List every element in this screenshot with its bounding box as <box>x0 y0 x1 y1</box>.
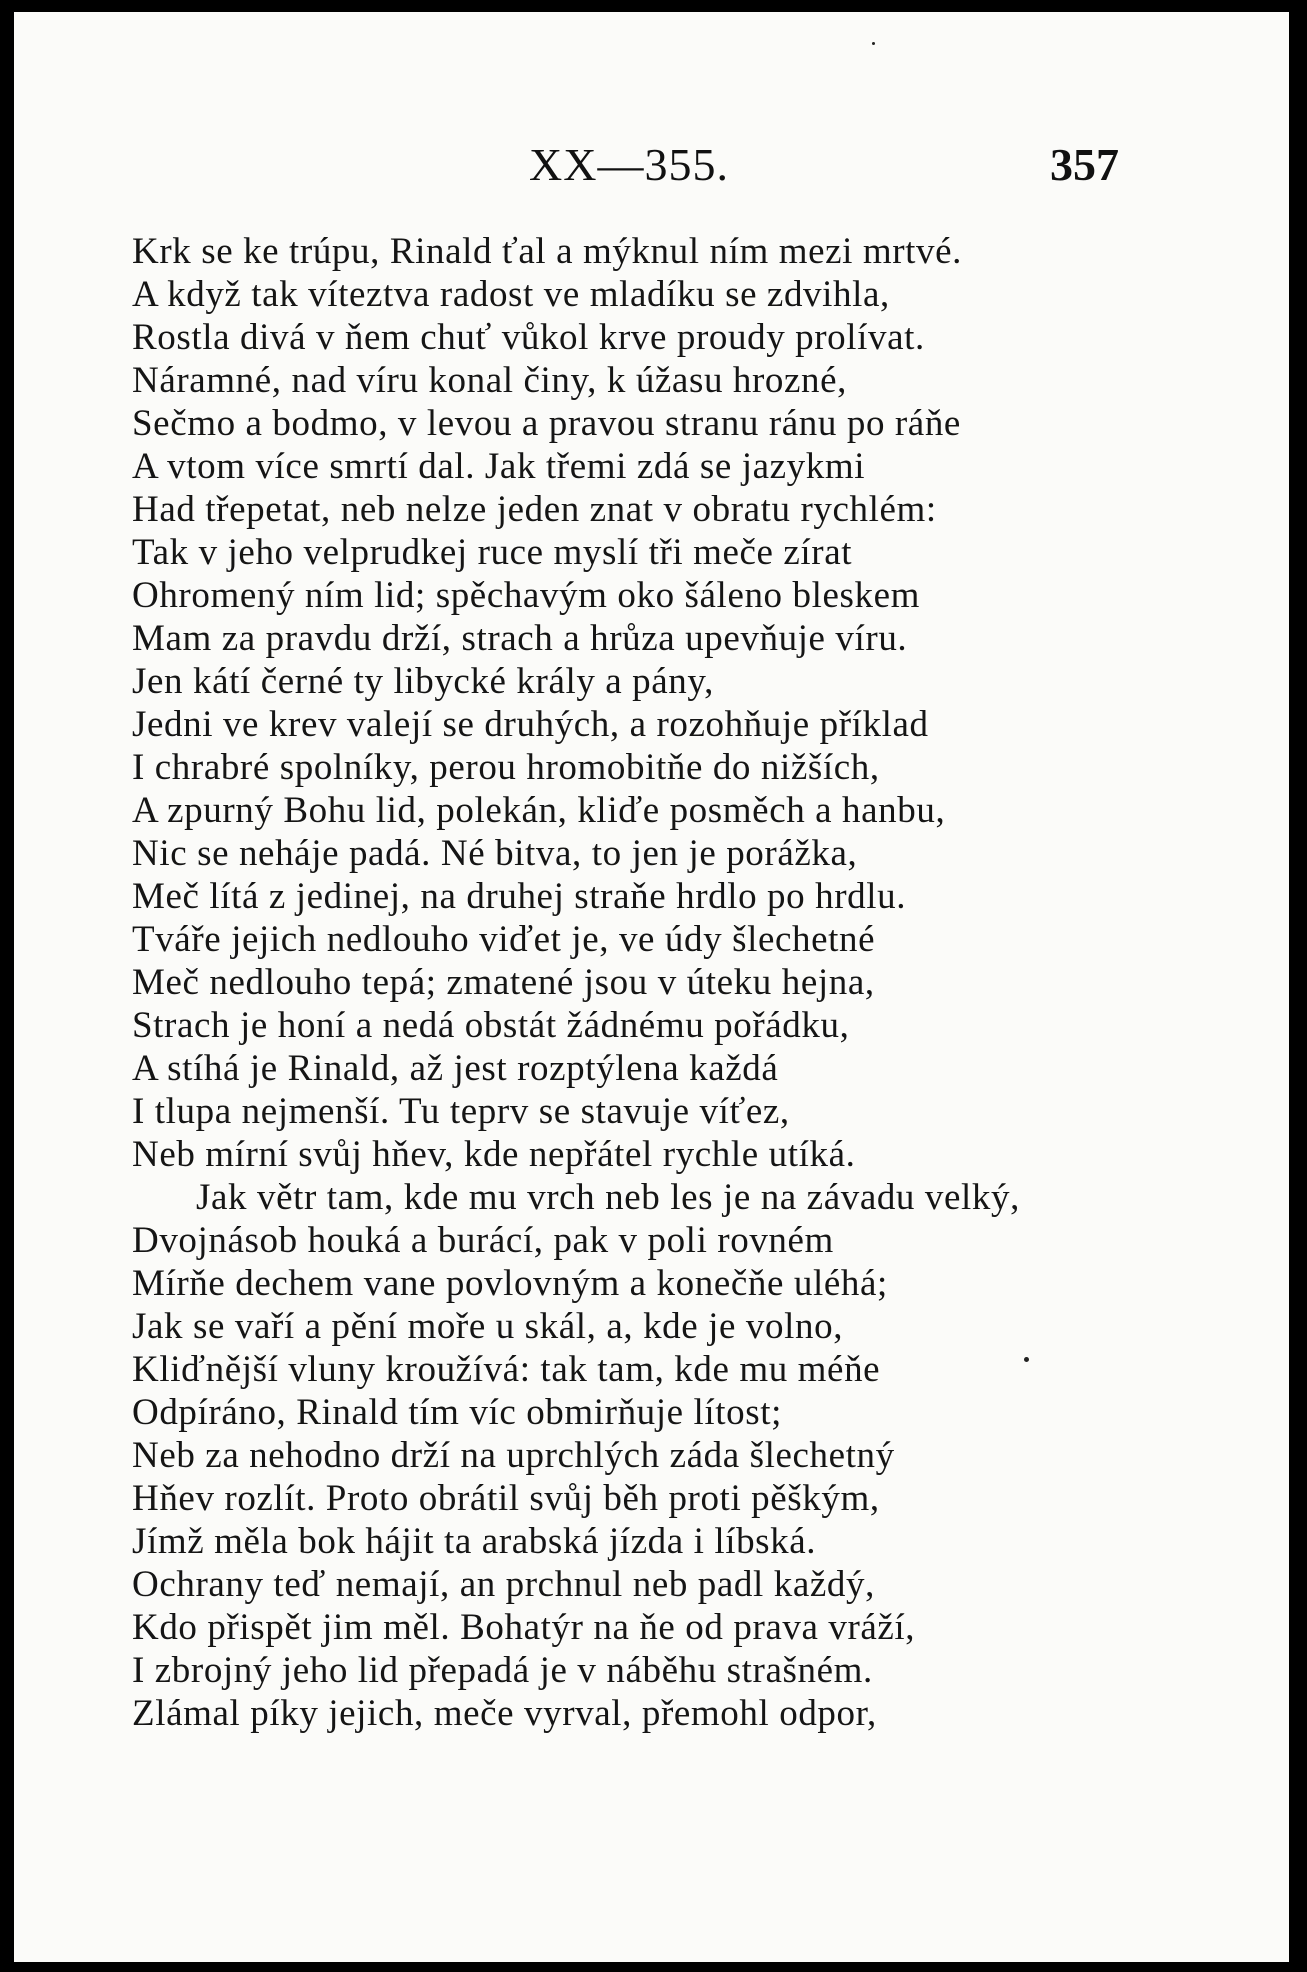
ink-speck <box>872 42 875 45</box>
verse-line: I zbrojný jeho lid přepadá je v náběhu strašném. <box>132 1650 873 1691</box>
verse-line: Mírňe dechem vane povlovným a konečňe uléhá; <box>132 1263 888 1304</box>
verse-line: Meč nedlouho tepá; zmatené jsou v úteku hejna, <box>132 962 875 1003</box>
ink-speck <box>1024 1357 1029 1362</box>
verse-line: A vtom více smrtí dal. Jak třemi zdá se jazykmi <box>132 446 866 487</box>
verse-line: Ochrany teď nemají, an prchnul neb padl každý, <box>132 1564 875 1605</box>
verse-line: Neb mírní svůj hňev, kde nepřátel rychle utíká. <box>132 1134 856 1175</box>
verse-line: Nic se neháje padá. Né bitva, to jen je porážka, <box>132 833 858 874</box>
verse-line: Jedni ve krev valejí se druhých, a rozohňuje příklad <box>132 704 929 745</box>
page-number: 357 <box>1050 139 1119 190</box>
verse-line: Odpíráno, Rinald tím víc obmirňuje lítost; <box>132 1392 783 1433</box>
verse-line: Jak se vaří a pění moře u skál, a, kde je volno, <box>132 1306 844 1347</box>
verse-line: Náramné, nad víru konal činy, k úžasu hrozné, <box>132 360 848 401</box>
verse-line: Sečmo a bodmo, v levou a pravou stranu ránu po ráňe <box>132 403 961 444</box>
verse-line: Neb za nehodno drží na uprchlých záda šlechetný <box>132 1435 895 1476</box>
book-page <box>14 12 1289 1962</box>
verse-line: A zpurný Bohu lid, polekán, kliďe posměch a hanbu, <box>132 790 946 831</box>
verse-line: A když tak víteztva radost ve mladíku se zdvihla, <box>132 274 890 315</box>
verse-line: Zlámal píky jejich, meče vyrval, přemohl odpor, <box>132 1693 877 1734</box>
verse-line: Meč lítá z jedinej, na druhej straňe hrdlo po hrdlu. <box>132 876 907 917</box>
verse-line: Tváře jejich nedlouho viďet je, ve údy šlechetné <box>132 919 876 960</box>
verse-line: Strach je honí a nedá obstát žádnému pořádku, <box>132 1005 850 1046</box>
verse-text <box>132 230 1152 1735</box>
running-head: XX—355. <box>529 139 729 190</box>
verse-line: Hňev rozlít. Proto obrátil svůj běh proti pěškým, <box>132 1478 880 1519</box>
verse-line: I tlupa nejmenší. Tu teprv se stavuje víťez, <box>132 1091 790 1132</box>
verse-line: Ohromený ním lid; spěchavým oko šáleno bleskem <box>132 575 921 616</box>
verse-line: Mam za pravdu drží, strach a hrůza upevňuje víru. <box>132 618 908 659</box>
verse-line: Kdo přispět jim měl. Bohatýr na ňe od prava vráží, <box>132 1607 916 1648</box>
verse-line: Rostla divá v ňem chuť vůkol krve proudy prolívat. <box>132 317 925 358</box>
verse-line: Dvojnásob houká a burácí, pak v poli rovném <box>132 1220 834 1261</box>
verse-line: Jímž měla bok hájit ta arabská jízda i líbská. <box>132 1521 817 1562</box>
verse-line: Jen kátí černé ty libycké krály a pány, <box>132 661 714 702</box>
verse-line: Had třepetat, neb nelze jeden znat v obratu rychlém: <box>132 489 937 530</box>
verse-line: Krk se ke trúpu, Rinald ťal a mýknul ním mezi mrtvé. <box>132 231 963 272</box>
verse-line: Kliďnější vluny kroužívá: tak tam, kde mu méňe <box>132 1349 881 1390</box>
verse-line-indented: Jak větr tam, kde mu vrch neb les je na závadu velký, <box>196 1177 1020 1218</box>
verse-line: A stíhá je Rinald, až jest rozptýlena každá <box>132 1048 779 1089</box>
page-header <box>14 138 1289 198</box>
verse-line: I chrabré spolníky, perou hromobitňe do nižších, <box>132 747 880 788</box>
verse-line: Tak v jeho velprudkej ruce myslí tři meče zírat <box>132 532 853 573</box>
